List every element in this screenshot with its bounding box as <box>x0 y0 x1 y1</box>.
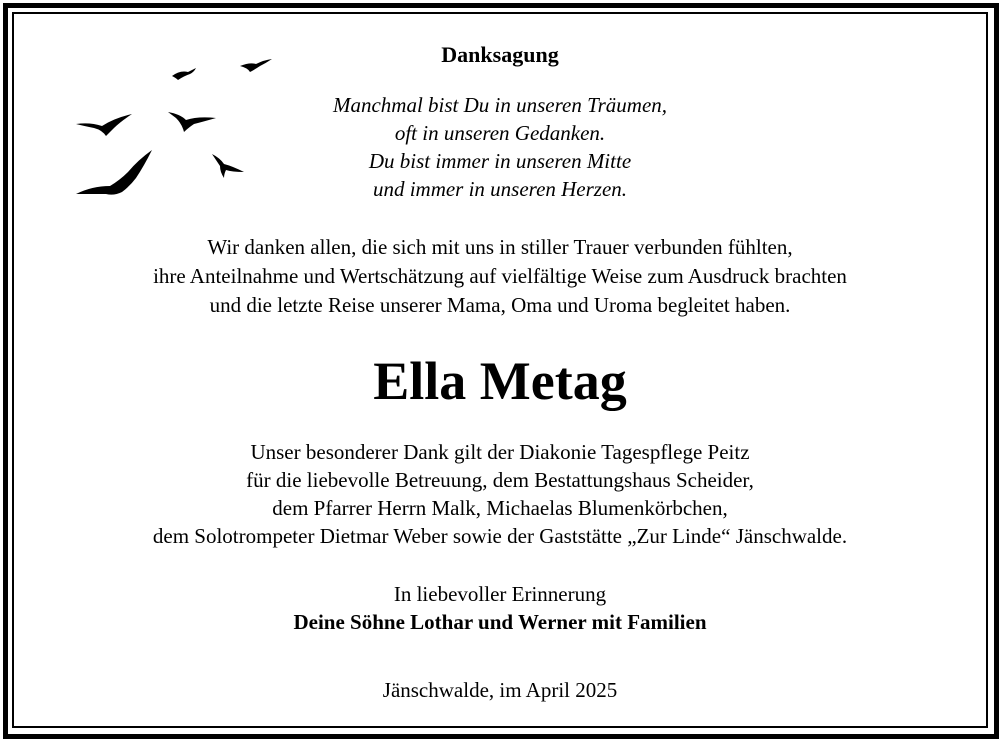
thanks-line: ihre Anteilnahme und Wertschätzung auf vielfältige Weise zum Ausdruck brachten <box>153 264 847 288</box>
special-thanks-line: Unser besonderer Dank gilt der Diakonie Tagespflege Peitz <box>250 440 750 464</box>
poem-line: oft in unseren Gedanken. <box>394 121 606 145</box>
place-and-date: Jänschwalde, im April 2025 <box>382 678 618 702</box>
general-thanks <box>0 233 1000 320</box>
memory-line: In liebevoller Erinnerung <box>393 582 607 606</box>
special-thanks-line: für die liebevolle Betreuung, dem Bestattungshaus Scheider, <box>246 468 754 492</box>
special-thanks-line: dem Pfarrer Herrn Malk, Michaelas Blumenkörbchen, <box>272 496 728 520</box>
poem-line: Du bist immer in unseren Mitte <box>368 149 632 173</box>
special-thanks-line: dem Solotrompeter Dietmar Weber sowie der Gaststätte „Zur Linde“ Jänschwalde. <box>152 524 848 548</box>
special-thanks <box>0 438 1000 550</box>
poem-line: und immer in unseren Herzen. <box>372 177 628 201</box>
family-signature: Deine Söhne Lothar und Werner mit Familien <box>293 610 707 634</box>
thanks-line: Wir danken allen, die sich mit uns in stiller Trauer verbunden fühlten, <box>207 235 793 259</box>
poem-line: Manchmal bist Du in unseren Träumen, <box>332 93 668 117</box>
notice-heading: Danksagung <box>441 42 559 67</box>
deceased-name: Ella Metag <box>373 351 627 411</box>
thanks-line: und die letzte Reise unserer Mama, Oma und Uroma begleitet haben. <box>209 293 791 317</box>
memorial-poem <box>0 91 1000 203</box>
